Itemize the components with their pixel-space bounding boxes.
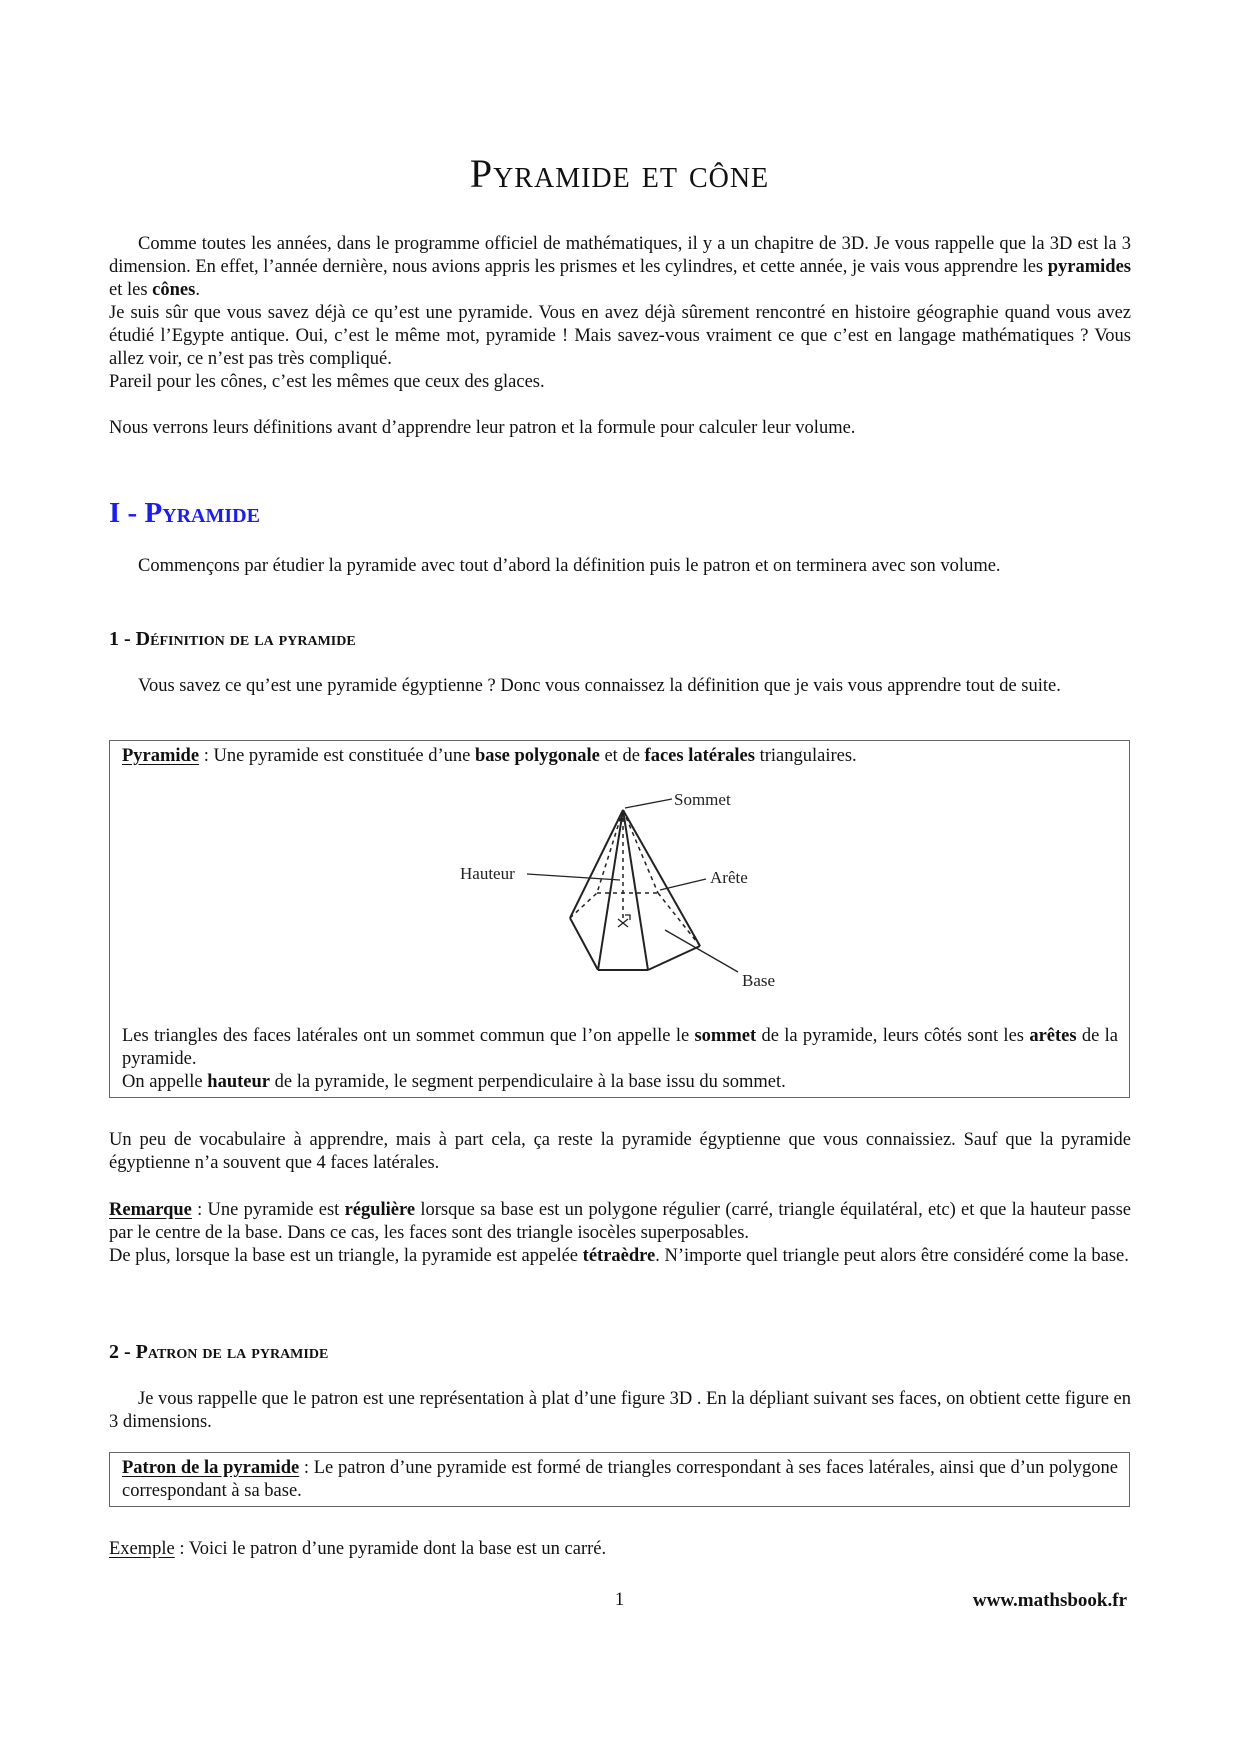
page-title: Pyramide et cône: [469, 151, 770, 196]
definition-details: Les triangles des faces latérales ont un sommet commun que l’on appelle le sommet de la pyramide, leurs côtés sont les arêtes de la pyramide. On appelle hauteur de la pyramide, le segment perpendiculaire à la base issu du sommet.: [122, 1026, 1118, 1092]
subsection1-intro: Vous savez ce qu’est une pyramide égyptienne ? Donc vous connaissez la définition que je vais vous apprendre tout de suite.: [138, 676, 1061, 696]
label-arete: Arête: [710, 868, 748, 887]
intro-paragraph-2: Je suis sûr que vous savez déjà ce qu’est une pyramide. Vous en avez déjà sûrement rencontré en histoire géographie quand vous avez étudié l’Egypte antique. Oui, c’est le même mot, pyramide ! Mais savez-vous vraiment ce que c’est en langage mathématiques ? Vous allez voir, ce n’est pas très compliqué.: [109, 303, 1131, 369]
label-hauteur: Hauteur: [460, 864, 515, 883]
patron-definition-text: Patron de la pyramide : Le patron d’une pyramide est formé de triangles correspondant à ses faces latérales, ainsi que d’un polygone correspondant à sa base.: [122, 1458, 1118, 1501]
intro-paragraph-1: Comme toutes les années, dans le programme officiel de mathématiques, il y a un chapitre de 3D. Je vous rappelle que la 3D est la 3 dimension. En effet, l’année dernière, nous avions appris les prismes et les cylindres, et cette année, je vais vous apprendre les pyramides et les cônes.: [109, 234, 1131, 300]
section1-intro: Commençons par étudier la pyramide avec tout d’abord la définition puis le patron et on terminera avec son volume.: [138, 556, 1001, 576]
subsection-heading-patron: 2 - Patron de la pyramide: [109, 1341, 329, 1363]
intro-paragraph-3: Pareil pour les cônes, c’est les mêmes que ceux des glaces.: [109, 372, 545, 392]
pyramid-figure: [460, 780, 800, 990]
example-term: Exemple: [109, 1539, 175, 1559]
page-number: 1: [614, 1590, 625, 1610]
definition-text: Pyramide : Une pyramide est constituée d’une base polygonale et de faces latérales triangulaires.: [122, 746, 857, 766]
website-url: www.mathsbook.fr: [972, 1590, 1127, 1611]
intro-block: [109, 233, 1131, 440]
vocabulary-paragraph: Un peu de vocabulaire à apprendre, mais à part cela, ça reste la pyramide égyptienne que vous connaissiez. Sauf que la pyramide égyptienne n’a souvent que 4 faces latérales.: [109, 1130, 1131, 1173]
remark-term: Remarque: [109, 1200, 192, 1220]
patron-definition-box: [109, 1452, 1130, 1507]
example-paragraph: Exemple : Voici le patron d’une pyramide dont la base est un carré.: [109, 1539, 607, 1559]
label-sommet: Sommet: [674, 790, 731, 809]
subsection2-intro: Je vous rappelle que le patron est une représentation à plat d’une figure 3D . En la dépliant suivant ses faces, on obtient cette figure en 3 dimensions.: [109, 1389, 1132, 1432]
intro-paragraph-4: Nous verrons leurs définitions avant d’apprendre leur patron et la formule pour calculer leur volume.: [109, 418, 856, 438]
label-base: Base: [742, 971, 776, 990]
section-heading-pyramide: I - Pyramide: [109, 497, 260, 529]
remark-block: Remarque : Une pyramide est régulière lorsque sa base est un polygone régulier (carré, triangle équilatéral, etc) et que la hauteur passe par le centre de la base. Dans ce cas, les faces sont des triangle isocèles superposables. De plus, lorsque la base est un triangle, la pyramide est appelée tétraèdre. N’importe quel triangle peut alors être considéré come la base.: [109, 1200, 1131, 1266]
subsection-heading-definition: 1 - Définition de la pyramide: [109, 628, 356, 650]
